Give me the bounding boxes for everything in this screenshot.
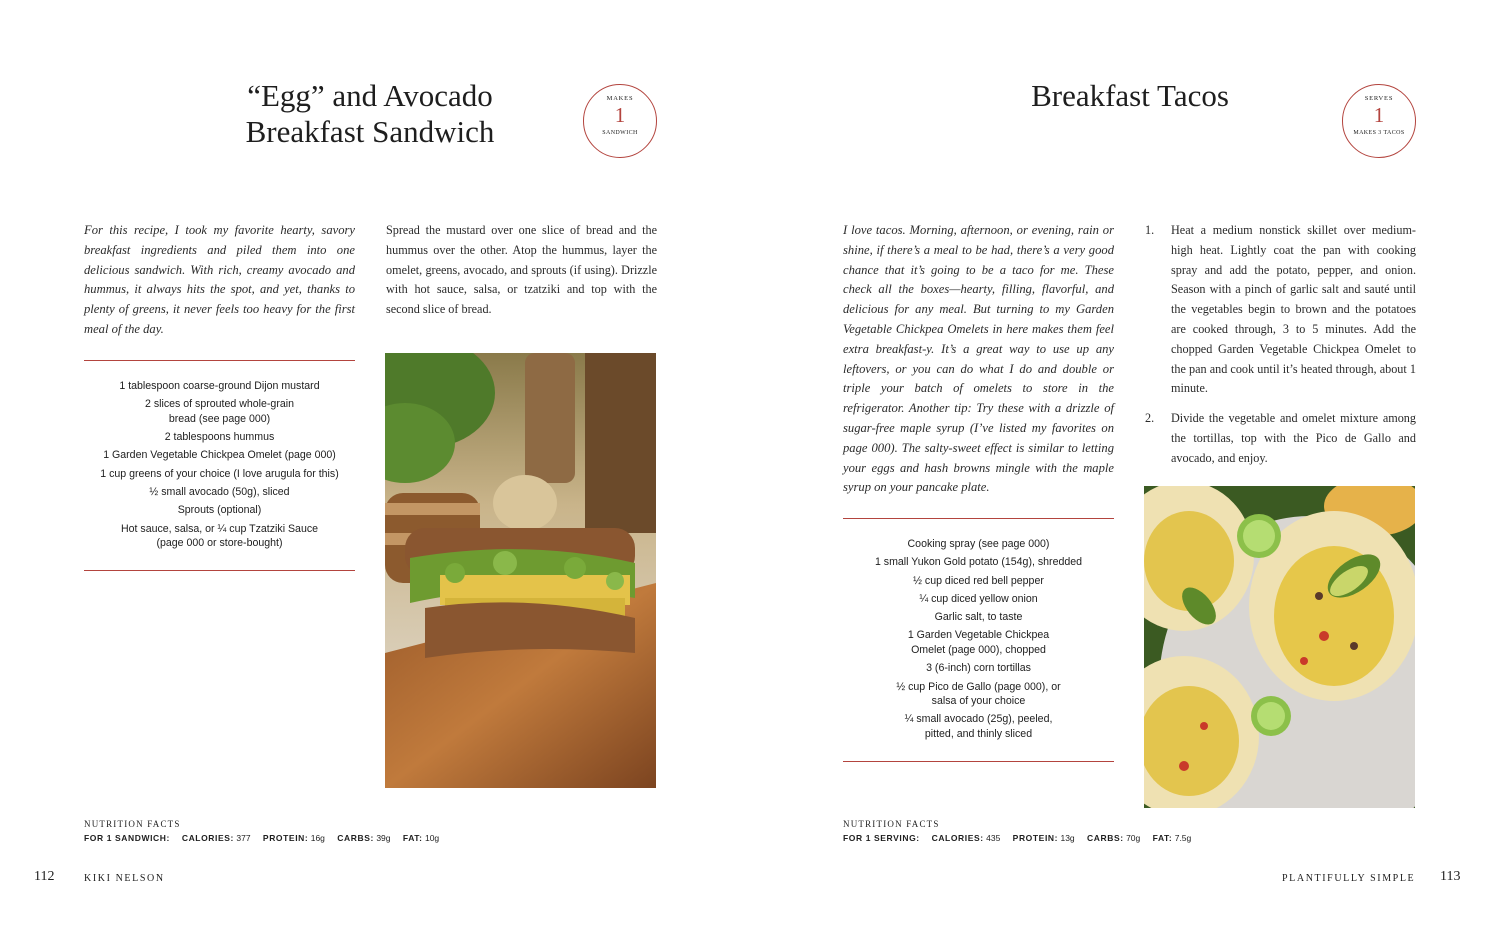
fat-value: 10g [424, 833, 440, 843]
tacos-photo-illustration [1144, 486, 1415, 808]
badge-label-top: MAKES [606, 95, 634, 102]
ingredient-item: Cooking spray (see page 000) [907, 538, 1050, 550]
nutrition-label: NUTRITION FACTS [843, 819, 940, 829]
recipe-intro: For this recipe, I took my favorite hearty, savory breakfast ingredients and piled them into one delicious sandwich. With rich, creamy avocado and hummus, it always hits the spot, and yet, thanks to plenty of greens, it never feels too heavy for the first meal of the day. [84, 223, 355, 336]
page-number: 112 [34, 869, 55, 884]
sandwich-photo [385, 353, 656, 788]
badge-number: 1 [614, 103, 626, 127]
ingredients-rule-bottom [84, 570, 355, 571]
ingredient-item: 3 (6-inch) corn tortillas [926, 662, 1031, 675]
ingredient-item: 2 tablespoons hummus [164, 431, 275, 444]
recipe-steps [1145, 221, 1416, 479]
calories-value: 377 [236, 833, 251, 843]
ingredient-item: Hot sauce, salsa, or ¼ cup Tzatziki Sauce (page 000 or store-bought) [120, 522, 319, 550]
yield-badge [1342, 84, 1416, 158]
carbs-label: CARBS: [1087, 833, 1124, 843]
ingredient-item: ¼ cup diced yellow onion [919, 592, 1038, 605]
step-text: Heat a medium nonstick skillet over medium-high heat. Lightly coat the pan with cooking spray and add the potato, pepper, and onion. Season with a pinch of garlic salt and sauté until the vegetables begin to brown and the potatoes are cooked through, 3 to 5 minutes. Add the chopped Garden Vegetable Chickpea Omelet to the pan and cook until it’s heated through, about 1 minute. [1171, 223, 1416, 396]
ingredient-item: 1 Garden Vegetable Chickpea Omelet (page 000) [103, 449, 336, 462]
badge-label-bottom: MAKES 3 TACOS [1353, 130, 1405, 136]
tacos-photo [1144, 486, 1415, 808]
yield-badge [583, 84, 657, 158]
badge-label-top: SERVES [1364, 95, 1394, 102]
badge-label-bottom: SANDWICH [602, 130, 638, 136]
ingredient-item: ½ small avocado (50g), sliced [149, 485, 290, 498]
calories-label: CALORIES: [181, 833, 234, 843]
badge-number: 1 [1373, 103, 1385, 127]
fat-label: FAT: [1152, 833, 1173, 843]
recipe-method: Spread the mustard over one slice of bread and the hummus over the other. Atop the hummus, layer the omelet, greens, avocado, and sprouts (if using). Drizzle with hot sauce, salsa, or tzatziki and top with the second slice of bread. [386, 223, 657, 317]
protein-value: 16g [310, 833, 325, 843]
carbs-label: CARBS: [337, 833, 374, 843]
ingredient-list [84, 379, 355, 554]
protein-label: PROTEIN: [262, 833, 309, 843]
calories-value: 435 [986, 833, 1001, 843]
running-head: PLANTIFULLY SIMPLE [1282, 873, 1416, 884]
nutrition-serving: FOR 1 SANDWICH: [84, 833, 170, 843]
carbs-value: 39g [376, 833, 391, 843]
right-page [750, 0, 1500, 928]
ingredients-rule-top [84, 360, 355, 361]
nutrition-serving: FOR 1 SERVING: [843, 833, 920, 843]
step-item [1145, 221, 1416, 399]
step-number: 2. [1145, 411, 1155, 426]
ingredient-item: 1 small Yukon Gold potato (154g), shredded [874, 556, 1083, 569]
protein-label: PROTEIN: [1012, 833, 1059, 843]
ingredient-item: ½ cup Pico de Gallo (page 000), or salsa of your choice [896, 680, 1061, 708]
running-head: KIKI NELSON [84, 873, 165, 884]
ingredient-item: 1 Garden Vegetable Chickpea Omelet (page 000), chopped [907, 629, 1050, 656]
recipe-intro: I love tacos. Morning, afternoon, or evening, rain or shine, if there’s a meal to be had, there’s a very good chance that it’s going to be a taco for me. These check all the boxes—hearty, filling, flavorful, and delicious for any meal. But turning to my Garden Vegetable Chickpea Omelets in here makes them feel extra breakfast-y. It’s a great way to use up any leftovers, or you can do what I do and double or triple your batch of omelets to store in the refrigerator. Another tip: Try these with a drizzle of sugar-free maple syrup (I’ve listed my favorites on page 000). The salty-sweet effect is similar to letting your eggs and hash browns mingle with the maple syrup on your pancake plate. [843, 223, 1114, 495]
step-number: 1. [1145, 223, 1155, 237]
fat-value: 7.5g [1174, 833, 1192, 843]
ingredient-item: 1 cup greens of your choice (I love arugula for this) [100, 467, 339, 480]
recipe-title: Breakfast Tacos [1031, 78, 1229, 113]
recipe-title [200, 78, 540, 150]
ingredient-item: 1 tablespoon coarse-ground Dijon mustard [119, 380, 320, 392]
step-item [1145, 409, 1416, 468]
protein-value: 13g [1060, 833, 1075, 843]
ingredients-rule-bottom [843, 761, 1114, 762]
ingredients-rule-top [843, 518, 1114, 519]
ingredient-item: ½ cup diced red bell pepper [913, 574, 1044, 587]
carbs-value: 70g [1126, 833, 1141, 843]
nutrition-label: NUTRITION FACTS [84, 819, 181, 829]
calories-label: CALORIES: [931, 833, 984, 843]
nutrition-facts-row [843, 833, 1201, 843]
page-number: 113 [1440, 869, 1461, 884]
fat-label: FAT: [402, 833, 423, 843]
nutrition-facts-row [84, 833, 449, 843]
ingredient-item: Garlic salt, to taste [934, 611, 1023, 624]
ingredient-item: 2 slices of sprouted whole-grain bread (see page 000) [145, 398, 294, 425]
recipe-title-line-2: Breakfast Sandwich [245, 114, 495, 149]
ingredient-list [843, 537, 1114, 745]
recipe-title-line-1: “Egg” and Avocado [247, 78, 493, 113]
ingredient-item: ¼ small avocado (25g), peeled, pitted, and thinly sliced [904, 713, 1053, 740]
ingredient-item: Sprouts (optional) [177, 504, 262, 517]
sandwich-photo-illustration [385, 353, 656, 788]
step-text: Divide the vegetable and omelet mixture among the tortillas, top with the Pico de Gallo and avocado, and enjoy. [1171, 411, 1416, 465]
